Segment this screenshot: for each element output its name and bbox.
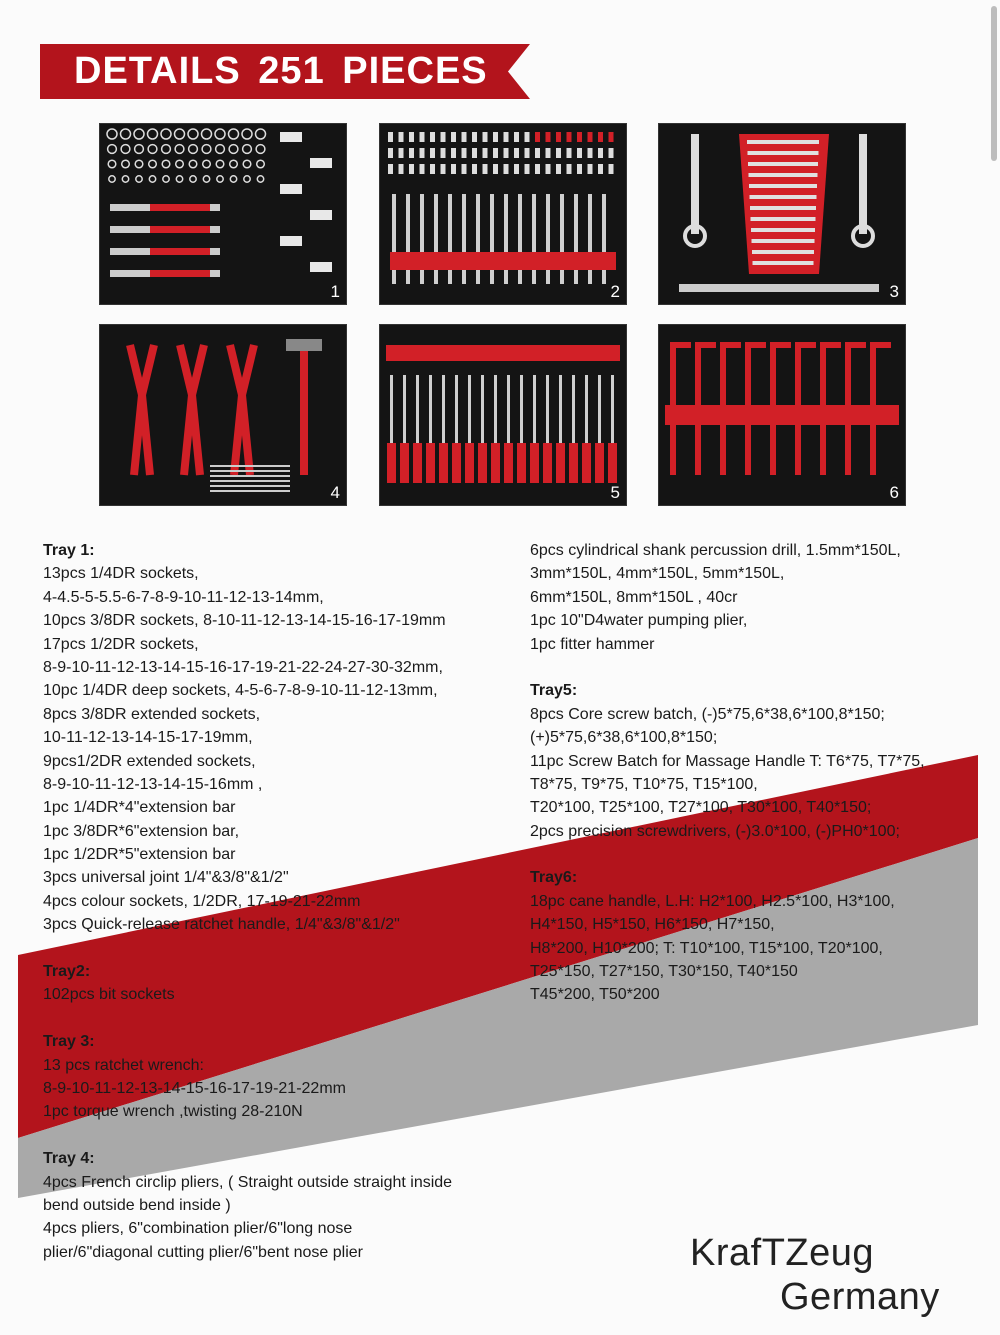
socket-shape bbox=[189, 160, 197, 168]
screwdriver-handle-shape bbox=[439, 443, 448, 483]
bit-shape bbox=[598, 148, 603, 158]
socket-shape bbox=[136, 176, 142, 182]
socket-shape bbox=[122, 176, 128, 182]
socket-shape bbox=[190, 176, 196, 182]
socket-shape bbox=[175, 145, 184, 154]
screwdriver-shaft-shape bbox=[572, 375, 575, 445]
tray-photo-1 bbox=[99, 123, 347, 305]
tray-heading: Tray 4: bbox=[43, 1150, 95, 1168]
tray-6-illustration bbox=[659, 325, 905, 505]
socket-shape bbox=[121, 129, 131, 139]
bit-shape bbox=[493, 164, 498, 174]
socket-shape bbox=[162, 160, 170, 168]
bit-shape bbox=[430, 164, 435, 174]
bit-holder-shape bbox=[476, 194, 480, 284]
wrench-shape bbox=[752, 250, 814, 254]
bit-shape bbox=[399, 132, 404, 142]
red-bar-shape bbox=[386, 345, 620, 361]
screwdriver-handle-shape bbox=[387, 443, 396, 483]
screwdriver-handle-shape bbox=[491, 443, 500, 483]
bit-shape bbox=[430, 148, 435, 158]
bit-shape bbox=[399, 164, 404, 174]
bit-holder-shape bbox=[560, 194, 564, 284]
screwdriver-shaft-shape bbox=[403, 375, 406, 445]
wrench-shape bbox=[748, 151, 819, 155]
bit-holder-shape bbox=[434, 194, 438, 284]
socket-shape bbox=[216, 160, 224, 168]
wrench-shape bbox=[749, 184, 817, 188]
socket-shape bbox=[230, 160, 238, 168]
socket-shape bbox=[230, 176, 236, 182]
spec-line: 102pcs bit sockets bbox=[43, 986, 175, 1004]
spec-line: 1pc 10"D4water pumping plier, bbox=[530, 612, 748, 630]
screwdriver-handle-shape bbox=[413, 443, 422, 483]
socket-shape bbox=[189, 145, 198, 154]
wrench-shape bbox=[752, 239, 815, 243]
bit-shape bbox=[556, 164, 561, 174]
bit-shape bbox=[556, 132, 561, 142]
bit-shape bbox=[472, 148, 477, 158]
plier-handle-shape bbox=[142, 345, 154, 475]
bit-shape bbox=[598, 164, 603, 174]
deep-socket-shape bbox=[280, 132, 302, 142]
tray-heading: Tray 1: bbox=[43, 542, 95, 559]
socket-shape bbox=[176, 176, 182, 182]
bit-shape bbox=[388, 132, 393, 142]
socket-shape bbox=[257, 176, 263, 182]
tray-photo-5 bbox=[379, 324, 627, 506]
bit-holder-shape bbox=[588, 194, 592, 284]
screwdriver-handle-shape bbox=[465, 443, 474, 483]
spec-line: 8pcs Core screw batch, (-)5*75,6*38,6*100,8*150; bbox=[530, 705, 885, 723]
screwdriver-shaft-shape bbox=[520, 375, 523, 445]
socket-shape bbox=[256, 129, 266, 139]
socket-shape bbox=[148, 145, 157, 154]
socket-shape bbox=[135, 145, 144, 154]
tray-number: 4 bbox=[330, 483, 340, 502]
screwdriver-handle-shape bbox=[426, 443, 435, 483]
bit-shape bbox=[441, 132, 446, 142]
spec-line: 11pc Screw Batch for Massage Handle T: T6*75, T7*75, bbox=[530, 752, 925, 770]
deep-socket-shape bbox=[310, 158, 332, 168]
spec-line: 1pc fitter hammer bbox=[530, 635, 655, 653]
socket-shape bbox=[176, 160, 184, 168]
tray-photo-3 bbox=[658, 123, 906, 305]
bit-holder-shape bbox=[504, 194, 508, 284]
socket-shape bbox=[149, 160, 157, 168]
tray-number: 2 bbox=[610, 282, 620, 301]
bit-shape bbox=[441, 148, 446, 158]
socket-shape bbox=[107, 129, 117, 139]
socket-shape bbox=[203, 176, 209, 182]
ratchet-handle-shape bbox=[150, 204, 210, 211]
bit-shape bbox=[451, 164, 456, 174]
socket-shape bbox=[257, 160, 265, 168]
wrench-shape bbox=[750, 206, 816, 210]
socket-shape bbox=[216, 145, 225, 154]
tray-5-illustration bbox=[380, 325, 626, 505]
bit-holder-shape bbox=[518, 194, 522, 284]
bit-shape bbox=[609, 164, 614, 174]
socket-shape bbox=[229, 145, 238, 154]
spec-line: 8-9-10-11-12-13-14-15-16-17-19-21-22-24-27-30-32mm, bbox=[43, 658, 443, 676]
bit-shape bbox=[525, 164, 530, 174]
bit-shape bbox=[535, 164, 540, 174]
wrench-shape bbox=[748, 162, 818, 166]
spec-line: 6mm*150L, 8mm*150L , 40cr bbox=[530, 588, 738, 606]
spec-line: T8*75, T9*75, T10*75, T15*100, bbox=[530, 775, 758, 793]
bit-shape bbox=[546, 148, 551, 158]
ratchet-handle-shape bbox=[150, 270, 210, 277]
bit-shape bbox=[598, 132, 603, 142]
bit-shape bbox=[577, 132, 582, 142]
bit-shape bbox=[483, 148, 488, 158]
spec-line: T45*200, T50*200 bbox=[530, 986, 660, 1004]
screwdriver-handle-shape bbox=[608, 443, 617, 483]
deep-socket-shape bbox=[310, 210, 332, 220]
socket-shape bbox=[217, 176, 223, 182]
bit-holder-shape bbox=[462, 194, 466, 284]
socket-shape bbox=[188, 129, 198, 139]
bit-shape bbox=[609, 132, 614, 142]
spec-line: T25*150, T27*150, T30*150, T40*150 bbox=[530, 963, 798, 981]
plier-handle-shape bbox=[242, 345, 254, 475]
socket-shape bbox=[135, 160, 143, 168]
wrench-shape bbox=[751, 217, 816, 221]
bit-shape bbox=[430, 132, 435, 142]
bit-shape bbox=[483, 164, 488, 174]
bit-shape bbox=[462, 164, 467, 174]
socket-shape bbox=[122, 160, 130, 168]
socket-shape bbox=[163, 176, 169, 182]
spec-line: plier/6"diagonal cutting plier/6"bent nose plier bbox=[43, 1243, 364, 1261]
screwdriver-shaft-shape bbox=[390, 375, 393, 445]
spec-line: 4pcs French circlip pliers, ( Straight outside straight inside bbox=[43, 1173, 453, 1191]
bit-shape bbox=[514, 164, 519, 174]
bit-shape bbox=[546, 164, 551, 174]
bit-shape bbox=[577, 148, 582, 158]
screwdriver-handle-shape bbox=[478, 443, 487, 483]
socket-shape bbox=[109, 176, 115, 182]
screwdriver-shaft-shape bbox=[429, 375, 432, 445]
screwdriver-handle-shape bbox=[530, 443, 539, 483]
bit-shape bbox=[420, 148, 425, 158]
bit-shape bbox=[409, 164, 414, 174]
tray-photo-6 bbox=[658, 324, 906, 506]
socket-shape bbox=[161, 129, 171, 139]
spec-line: 13pcs 1/4DR sockets, bbox=[43, 565, 199, 583]
socket-shape bbox=[149, 176, 155, 182]
bit-shape bbox=[504, 148, 509, 158]
bit-shape bbox=[567, 164, 572, 174]
bit-shape bbox=[409, 132, 414, 142]
plier-handle-shape bbox=[192, 345, 204, 475]
bit-shape bbox=[472, 132, 477, 142]
wrench-shape bbox=[859, 134, 867, 234]
bit-shape bbox=[462, 148, 467, 158]
socket-shape bbox=[229, 129, 239, 139]
deep-socket-shape bbox=[280, 184, 302, 194]
socket-shape bbox=[215, 129, 225, 139]
screwdriver-handle-shape bbox=[556, 443, 565, 483]
spec-line: 3mm*150L, 4mm*150L, 5mm*150L, bbox=[530, 565, 785, 583]
socket-shape bbox=[108, 145, 117, 154]
bit-holder-shape bbox=[490, 194, 494, 284]
spec-line: 1pc 1/4DR*4"extension bar bbox=[43, 799, 236, 817]
socket-shape bbox=[108, 160, 116, 168]
socket-shape bbox=[121, 145, 130, 154]
tray-heading: Tray2: bbox=[43, 963, 91, 981]
screwdriver-handle-shape bbox=[504, 443, 513, 483]
bit-shape bbox=[441, 164, 446, 174]
bit-holder-shape bbox=[546, 194, 550, 284]
bit-shape bbox=[567, 132, 572, 142]
bit-holder-shape bbox=[532, 194, 536, 284]
deep-socket-shape bbox=[310, 262, 332, 272]
spec-line: 6pcs cylindrical shank percussion drill, 1.5mm*150L, bbox=[530, 542, 901, 559]
bit-shape bbox=[388, 164, 393, 174]
tray-number: 6 bbox=[889, 483, 899, 502]
screwdriver-shaft-shape bbox=[546, 375, 549, 445]
brand-name: KrafTZeug bbox=[690, 1232, 875, 1274]
drill-bit-shape bbox=[210, 485, 290, 487]
bit-shape bbox=[525, 148, 530, 158]
bit-shape bbox=[472, 164, 477, 174]
hammer-head-shape bbox=[286, 339, 322, 351]
bit-holder-shape bbox=[448, 194, 452, 284]
drill-bit-shape bbox=[210, 465, 290, 467]
bit-shape bbox=[546, 132, 551, 142]
drill-bit-shape bbox=[210, 470, 290, 472]
bit-shape bbox=[556, 148, 561, 158]
bit-holder-shape bbox=[420, 194, 424, 284]
screwdriver-shaft-shape bbox=[598, 375, 601, 445]
wrench-shape bbox=[747, 140, 819, 144]
spec-line: 3pcs universal joint 1/4"&3/8"&1/2" bbox=[43, 869, 289, 887]
spec-line: 8pcs 3/8DR extended sockets, bbox=[43, 705, 261, 723]
bit-shape bbox=[388, 148, 393, 158]
bit-holder-shape bbox=[602, 194, 606, 284]
page-title: DETAILS 251 PIECES bbox=[74, 50, 488, 92]
spec-line: 4-4.5-5-5.5-6-7-8-9-10-11-12-13-14mm, bbox=[43, 588, 324, 606]
tray-heading: Tray6: bbox=[530, 869, 578, 887]
left-text-column bbox=[43, 539, 452, 1264]
screwdriver-shaft-shape bbox=[442, 375, 445, 445]
spec-line: 4pcs pliers, 6"combination plier/6"long nose bbox=[43, 1220, 353, 1238]
tray-4-illustration bbox=[100, 325, 346, 505]
screwdriver-handle-shape bbox=[517, 443, 526, 483]
red-bar-shape bbox=[390, 252, 616, 270]
spec-line: H8*200, H10*200; T: T10*100, T15*100, T20*100, bbox=[530, 939, 883, 957]
bit-holder-shape bbox=[406, 194, 410, 284]
spacer bbox=[530, 843, 925, 866]
tray-number: 5 bbox=[610, 483, 620, 502]
spec-line: 8-9-10-11-12-13-14-15-16-17-19-21-22mm bbox=[43, 1079, 346, 1097]
torque-wrench-shape bbox=[679, 284, 879, 292]
bit-shape bbox=[535, 148, 540, 158]
screwdriver-shaft-shape bbox=[533, 375, 536, 445]
screwdriver-handle-shape bbox=[543, 443, 552, 483]
socket-shape bbox=[202, 129, 212, 139]
bit-shape bbox=[609, 148, 614, 158]
bit-shape bbox=[462, 132, 467, 142]
bit-shape bbox=[504, 164, 509, 174]
bit-shape bbox=[535, 132, 540, 142]
bit-shape bbox=[399, 148, 404, 158]
screwdriver-handle-shape bbox=[569, 443, 578, 483]
tray-3-illustration bbox=[659, 124, 905, 304]
spec-line: 10pc 1/4DR deep sockets, 4-5-6-7-8-9-10-11-12-13mm, bbox=[43, 682, 438, 700]
spec-line: (+)5*75,6*38,6*100,8*150; bbox=[530, 729, 718, 747]
scrollbar[interactable] bbox=[991, 6, 997, 161]
spacer bbox=[43, 937, 452, 960]
socket-shape bbox=[243, 145, 252, 154]
spec-line: H4*150, H5*150, H6*150, H7*150, bbox=[530, 916, 775, 934]
screwdriver-shaft-shape bbox=[416, 375, 419, 445]
bit-shape bbox=[420, 164, 425, 174]
spec-line: 1pc 1/2DR*5"extension bar bbox=[43, 846, 236, 864]
bit-shape bbox=[588, 164, 593, 174]
deep-socket-shape bbox=[280, 236, 302, 246]
screwdriver-handle-shape bbox=[582, 443, 591, 483]
tray-1-illustration bbox=[100, 124, 346, 304]
bit-shape bbox=[588, 132, 593, 142]
socket-shape bbox=[243, 160, 251, 168]
socket-shape bbox=[162, 145, 171, 154]
screwdriver-handle-shape bbox=[452, 443, 461, 483]
bit-shape bbox=[567, 148, 572, 158]
spacer bbox=[43, 1007, 452, 1030]
tray-number: 3 bbox=[889, 282, 899, 301]
spec-line: T20*100, T25*100, T27*100, T30*100, T40*150; bbox=[530, 799, 872, 817]
bit-shape bbox=[514, 148, 519, 158]
spec-line: 4pcs colour sockets, 1/2DR, 17-19-21-22mm bbox=[43, 892, 361, 910]
bit-shape bbox=[514, 132, 519, 142]
screwdriver-handle-shape bbox=[400, 443, 409, 483]
bit-shape bbox=[420, 132, 425, 142]
ratchet-handle-shape bbox=[150, 226, 210, 233]
right-text-column bbox=[530, 539, 925, 1007]
bit-shape bbox=[451, 148, 456, 158]
drill-bit-shape bbox=[210, 480, 290, 482]
screwdriver-shaft-shape bbox=[507, 375, 510, 445]
tray-photo-4 bbox=[99, 324, 347, 506]
brand-country: Germany bbox=[780, 1276, 940, 1318]
spec-line: 1pc 3/8DR*6"extension bar, bbox=[43, 822, 240, 840]
screwdriver-shaft-shape bbox=[455, 375, 458, 445]
spacer bbox=[530, 656, 925, 679]
screwdriver-shaft-shape bbox=[468, 375, 471, 445]
screwdriver-shaft-shape bbox=[481, 375, 484, 445]
screwdriver-handle-shape bbox=[595, 443, 604, 483]
bit-shape bbox=[577, 164, 582, 174]
tray-number: 1 bbox=[330, 282, 340, 301]
spacer bbox=[43, 1124, 452, 1147]
ratchet-handle-shape bbox=[150, 248, 210, 255]
wrench-shape bbox=[753, 261, 814, 265]
screwdriver-shaft-shape bbox=[559, 375, 562, 445]
wrench-shape bbox=[749, 173, 818, 177]
socket-shape bbox=[134, 129, 144, 139]
wrench-shape bbox=[750, 195, 817, 199]
socket-shape bbox=[148, 129, 158, 139]
spec-line: 13 pcs ratchet wrench: bbox=[43, 1056, 204, 1074]
bit-holder-shape bbox=[392, 194, 396, 284]
spec-line: 9pcs1/2DR extended sockets, bbox=[43, 752, 256, 770]
bit-shape bbox=[483, 132, 488, 142]
socket-shape bbox=[175, 129, 185, 139]
tray-photo-2 bbox=[379, 123, 627, 305]
spec-line: 17pcs 1/2DR sockets, bbox=[43, 635, 199, 653]
bit-shape bbox=[493, 132, 498, 142]
spec-line: 3pcs Quick-release ratchet handle, 1/4"&3/8"&1/2" bbox=[43, 916, 400, 934]
hammer-handle-shape bbox=[300, 345, 308, 475]
socket-shape bbox=[256, 145, 265, 154]
bit-shape bbox=[588, 148, 593, 158]
socket-shape bbox=[242, 129, 252, 139]
wrench-shape bbox=[751, 228, 815, 232]
socket-shape bbox=[244, 176, 250, 182]
bit-shape bbox=[525, 132, 530, 142]
drill-bit-shape bbox=[210, 475, 290, 477]
screwdriver-shaft-shape bbox=[494, 375, 497, 445]
bit-shape bbox=[493, 148, 498, 158]
spec-line: 1pc torque wrench ,twisting 28-210N bbox=[43, 1103, 303, 1121]
spec-line: 10-11-12-13-14-15-17-19mm, bbox=[43, 729, 253, 747]
spec-line: 2pcs precision screwdrivers, (-)3.0*100, (-)PH0*100; bbox=[530, 822, 900, 840]
bit-holder-shape bbox=[574, 194, 578, 284]
spec-line: 8-9-10-11-12-13-14-15-16mm , bbox=[43, 775, 263, 793]
screwdriver-shaft-shape bbox=[585, 375, 588, 445]
spec-line: bend outside bend inside ) bbox=[43, 1196, 231, 1214]
tray-2-illustration bbox=[380, 124, 626, 304]
bit-shape bbox=[451, 132, 456, 142]
spec-line: 18pc cane handle, L.H: H2*100, H2.5*100, H3*100, bbox=[530, 892, 895, 910]
bit-shape bbox=[409, 148, 414, 158]
tray-heading: Tray5: bbox=[530, 682, 578, 700]
screwdriver-shaft-shape bbox=[611, 375, 614, 445]
bit-shape bbox=[504, 132, 509, 142]
socket-shape bbox=[203, 160, 211, 168]
socket-shape bbox=[202, 145, 211, 154]
drill-bit-shape bbox=[210, 490, 290, 492]
spec-line: 10pcs 3/8DR sockets, 8-10-11-12-13-14-15-16-17-19mm bbox=[43, 612, 446, 630]
wrench-shape bbox=[691, 134, 699, 234]
tray-heading: Tray 3: bbox=[43, 1033, 95, 1051]
